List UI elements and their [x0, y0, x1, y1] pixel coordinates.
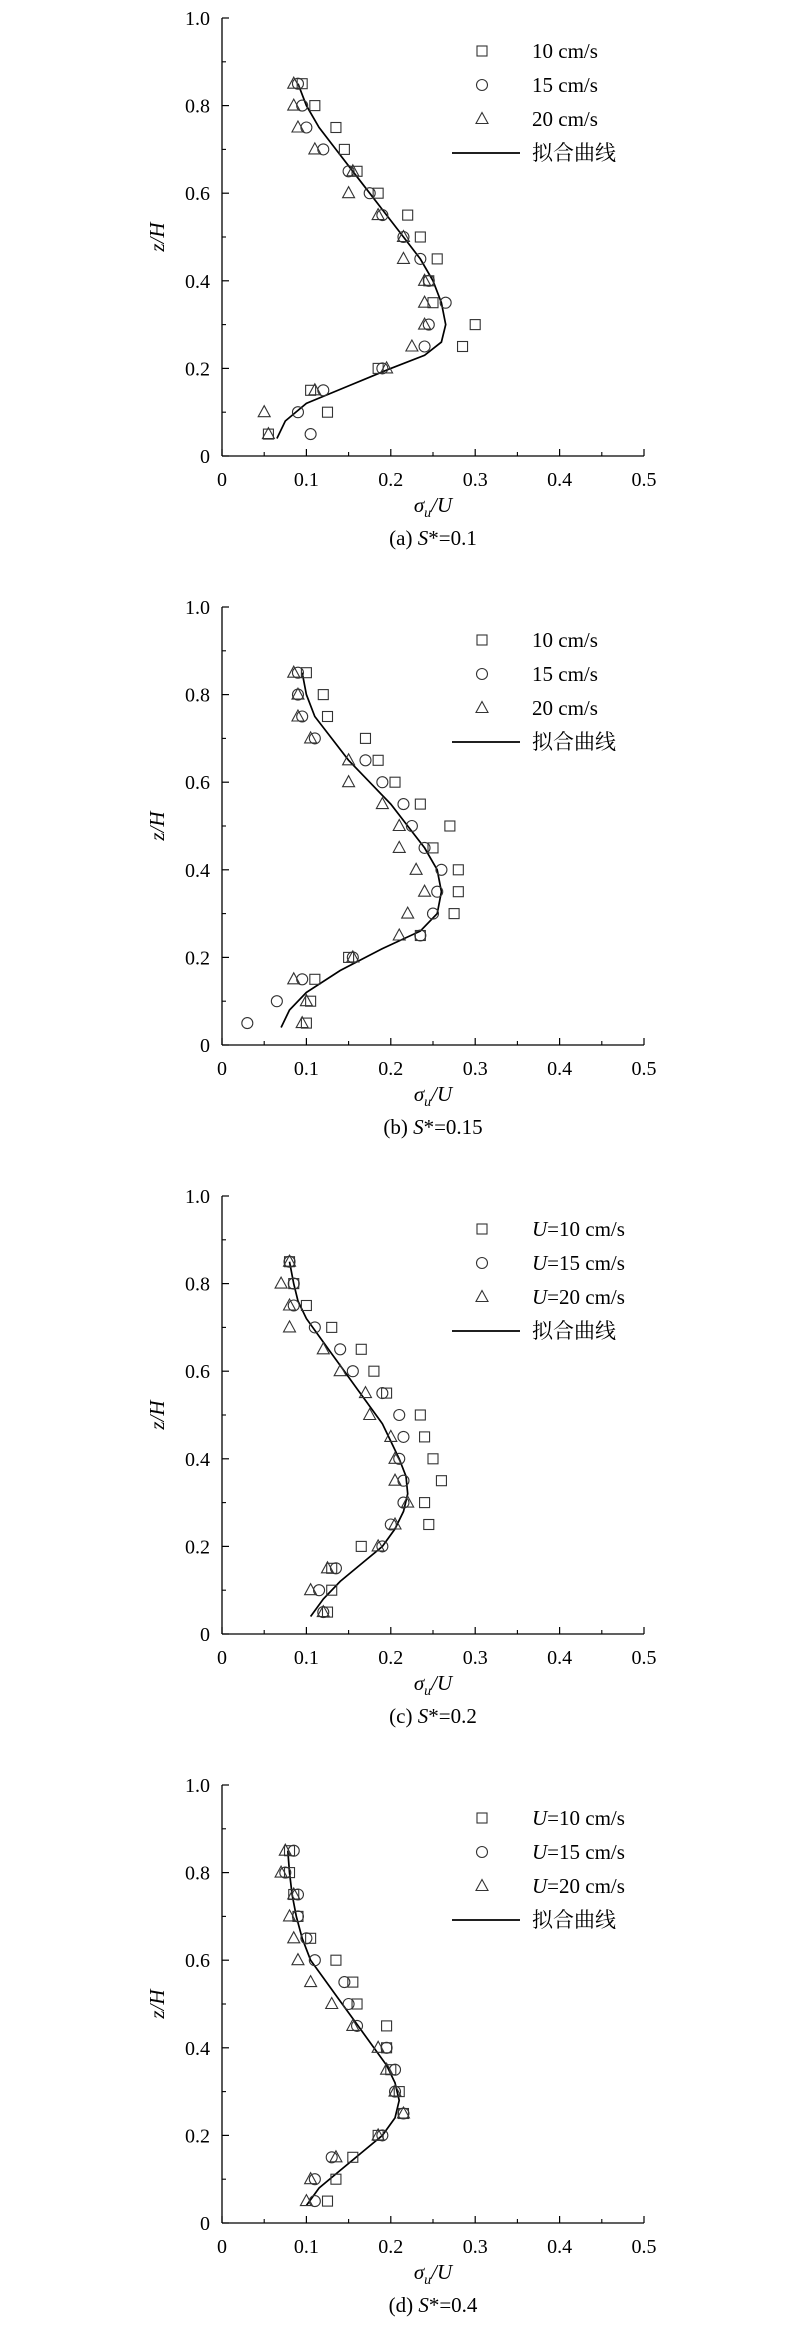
chart-panel-b	[145, 597, 657, 1139]
x-tick-label: 0.3	[462, 469, 488, 491]
series-triangle	[288, 666, 431, 1027]
data-point-circle	[419, 341, 430, 352]
data-point-triangle	[343, 187, 355, 198]
data-point-triangle	[292, 1954, 304, 1965]
data-point-square	[356, 1344, 366, 1354]
data-point-square	[373, 188, 383, 198]
legend-marker-square	[477, 1813, 487, 1823]
data-point-triangle	[410, 863, 422, 874]
x-axis-label: $\sigma_u/U$	[413, 1671, 453, 1699]
data-point-triangle	[305, 1976, 317, 1987]
data-point-circle	[292, 1889, 303, 1900]
y-tick-label: 0.6	[185, 1361, 210, 1384]
legend-label: U=20 cm/s	[532, 1874, 625, 1898]
x-tick-label: 0.3	[462, 2236, 488, 2258]
data-point-square	[390, 777, 400, 787]
x-tick-label: 0.5	[631, 1058, 657, 1080]
data-point-circle	[297, 974, 308, 985]
data-point-square	[432, 254, 442, 264]
data-point-circle	[314, 1585, 325, 1596]
data-point-square	[306, 996, 316, 1006]
y-tick-label: 1.0	[185, 1186, 210, 1208]
data-point-triangle	[364, 1409, 376, 1420]
series-triangle	[258, 77, 430, 438]
x-tick-label: 0.4	[547, 1058, 573, 1080]
data-point-triangle	[343, 776, 355, 787]
x-tick-label: 0.5	[631, 2236, 657, 2258]
data-point-square	[415, 799, 425, 809]
data-point-square	[424, 1520, 434, 1530]
x-tick-label: 0	[217, 469, 227, 491]
legend-marker-triangle	[476, 702, 488, 713]
data-point-circle	[398, 1431, 409, 1442]
legend-marker-square	[477, 46, 487, 56]
data-point-square	[403, 210, 413, 220]
legend-label: 拟合曲线	[532, 141, 616, 165]
data-point-square	[369, 1366, 379, 1376]
chart-panel-c	[145, 1186, 657, 1728]
data-point-square	[348, 1977, 358, 1987]
legend-label: U=10 cm/s	[532, 1806, 625, 1830]
x-tick-label: 0.4	[547, 1647, 573, 1669]
data-point-square	[356, 1541, 366, 1551]
y-tick-label: 0.8	[185, 1273, 210, 1296]
y-axis-label: z/H	[145, 1989, 169, 2019]
series-circle	[242, 667, 447, 1028]
data-point-triangle	[393, 841, 405, 852]
data-point-square	[360, 733, 370, 743]
legend-label: 15 cm/s	[532, 662, 598, 686]
data-point-square	[382, 2021, 392, 2031]
x-tick-label: 0.1	[293, 1058, 319, 1080]
legend-marker-circle	[477, 1258, 488, 1269]
data-point-triangle	[275, 1277, 287, 1288]
legend-marker-square	[477, 1224, 487, 1234]
data-point-triangle	[397, 252, 409, 263]
data-point-circle	[292, 407, 303, 418]
y-axis-label: z/H	[145, 1400, 169, 1430]
panel-caption: (c) S*=0.2	[389, 1704, 477, 1728]
series-square	[263, 79, 480, 439]
data-point-circle	[305, 429, 316, 440]
data-point-circle	[398, 1497, 409, 1508]
y-tick-label: 0.2	[185, 1536, 210, 1559]
data-point-square	[436, 1476, 446, 1486]
data-point-square	[449, 909, 459, 919]
data-point-circle	[309, 2196, 320, 2207]
y-tick-label: 0.2	[185, 2125, 210, 2148]
data-point-square	[331, 1955, 341, 1965]
data-point-circle	[309, 2174, 320, 2185]
x-tick-label: 0.3	[462, 1058, 488, 1080]
legend-marker-triangle	[476, 1291, 488, 1302]
data-point-circle	[394, 1410, 405, 1421]
fit-curve	[290, 1262, 408, 1617]
data-point-circle	[292, 78, 303, 89]
series-triangle	[275, 1255, 414, 1616]
data-point-triangle	[406, 340, 418, 351]
data-point-triangle	[258, 406, 270, 417]
y-tick-label: 0	[200, 446, 210, 468]
legend	[452, 39, 616, 165]
y-tick-label: 0.4	[185, 1448, 210, 1471]
legend-label: 拟合曲线	[532, 730, 616, 754]
legend-marker-triangle	[476, 113, 488, 124]
data-point-circle	[301, 122, 312, 133]
legend-label: 拟合曲线	[532, 1319, 616, 1343]
y-tick-label: 0	[200, 1035, 210, 1057]
y-tick-label: 0.4	[185, 2037, 210, 2060]
legend-marker-square	[477, 635, 487, 645]
data-point-square	[301, 1301, 311, 1311]
fit-curve	[277, 84, 446, 439]
data-point-circle	[297, 711, 308, 722]
y-axis-label: z/H	[145, 222, 169, 252]
x-tick-label: 0.4	[547, 2236, 573, 2258]
data-point-square	[415, 232, 425, 242]
y-tick-label: 0.6	[185, 183, 210, 206]
data-point-square	[310, 974, 320, 984]
data-point-circle	[390, 2064, 401, 2075]
legend-label: U=15 cm/s	[532, 1251, 625, 1275]
x-tick-label: 0.1	[293, 469, 319, 491]
data-point-square	[310, 101, 320, 111]
legend	[452, 628, 616, 754]
data-point-circle	[423, 319, 434, 330]
panel-caption: (b) S*=0.15	[383, 1115, 483, 1139]
data-point-circle	[330, 1563, 341, 1574]
x-tick-label: 0.5	[631, 1647, 657, 1669]
legend-label: 10 cm/s	[532, 628, 598, 652]
chart-panel-d	[145, 1775, 657, 2317]
legend-label: 10 cm/s	[532, 39, 598, 63]
y-tick-label: 1.0	[185, 1775, 210, 1797]
data-point-triangle	[326, 1998, 338, 2009]
data-point-circle	[335, 1344, 346, 1355]
y-tick-label: 0.2	[185, 947, 210, 970]
y-tick-label: 0	[200, 1624, 210, 1646]
x-axis-label: $\sigma_u/U$	[413, 1082, 453, 1110]
x-tick-label: 0.5	[631, 469, 657, 491]
y-tick-label: 0.8	[185, 1862, 210, 1885]
x-axis-label: $\sigma_u/U$	[413, 2260, 453, 2288]
data-point-circle	[309, 733, 320, 744]
data-point-square	[453, 887, 463, 897]
data-point-square	[323, 407, 333, 417]
data-point-triangle	[402, 907, 414, 918]
legend-label: U=20 cm/s	[532, 1285, 625, 1309]
series-square	[285, 1846, 409, 2206]
legend-marker-triangle	[476, 1880, 488, 1891]
legend-marker-circle	[477, 669, 488, 680]
data-point-circle	[271, 996, 282, 1007]
data-point-square	[318, 690, 328, 700]
data-point-circle	[347, 1366, 358, 1377]
x-tick-label: 0.1	[293, 1647, 319, 1669]
y-tick-label: 1.0	[185, 597, 210, 619]
data-point-square	[352, 1999, 362, 2009]
x-tick-label: 0	[217, 2236, 227, 2258]
y-tick-label: 0.8	[185, 95, 210, 118]
data-point-square	[339, 144, 349, 154]
data-point-triangle	[284, 1321, 296, 1332]
data-point-circle	[288, 1845, 299, 1856]
data-point-square	[331, 123, 341, 133]
data-point-square	[323, 2196, 333, 2206]
legend-label: 拟合曲线	[532, 1908, 616, 1932]
data-point-circle	[326, 2152, 337, 2163]
y-tick-label: 0.8	[185, 684, 210, 707]
data-point-square	[306, 385, 316, 395]
data-point-square	[470, 320, 480, 330]
y-tick-label: 0.6	[185, 1950, 210, 1973]
series-triangle	[275, 1844, 409, 2205]
legend-marker-circle	[477, 80, 488, 91]
legend-marker-circle	[477, 1847, 488, 1858]
data-point-square	[428, 1454, 438, 1464]
data-point-circle	[352, 2020, 363, 2031]
legend-label: 15 cm/s	[532, 73, 598, 97]
data-point-circle	[385, 1519, 396, 1530]
data-point-circle	[360, 755, 371, 766]
fit-curve	[288, 1851, 399, 2206]
x-tick-label: 0.4	[547, 469, 573, 491]
data-point-circle	[377, 1388, 388, 1399]
data-point-circle	[288, 1300, 299, 1311]
data-point-square	[428, 843, 438, 853]
data-point-square	[420, 1498, 430, 1508]
data-point-square	[415, 1410, 425, 1420]
panel-caption: (d) S*=0.4	[388, 2293, 478, 2317]
chart-panel-a	[145, 8, 657, 550]
y-axis-label: z/H	[145, 811, 169, 841]
legend-label: U=10 cm/s	[532, 1217, 625, 1241]
y-tick-label: 1.0	[185, 8, 210, 30]
y-tick-label: 0.4	[185, 270, 210, 293]
x-tick-label: 0	[217, 1647, 227, 1669]
data-point-circle	[242, 1018, 253, 1029]
data-point-circle	[381, 2042, 392, 2053]
series-square	[285, 1257, 447, 1617]
x-tick-label: 0.3	[462, 1647, 488, 1669]
data-point-triangle	[288, 1932, 300, 1943]
x-tick-label: 0.2	[378, 2236, 404, 2258]
data-point-circle	[398, 1475, 409, 1486]
y-tick-label: 0.2	[185, 358, 210, 381]
x-tick-label: 0.2	[378, 469, 404, 491]
x-tick-label: 0	[217, 1058, 227, 1080]
data-point-square	[373, 755, 383, 765]
data-point-square	[420, 1432, 430, 1442]
legend	[452, 1806, 625, 1932]
y-tick-label: 0.6	[185, 772, 210, 795]
series-square	[301, 668, 463, 1028]
y-tick-label: 0.4	[185, 859, 210, 882]
x-tick-label: 0.2	[378, 1647, 404, 1669]
data-point-square	[323, 712, 333, 722]
data-point-circle	[318, 144, 329, 155]
data-point-triangle	[419, 885, 431, 896]
data-point-square	[327, 1322, 337, 1332]
legend	[452, 1217, 625, 1343]
panel-caption: (a) S*=0.1	[389, 526, 477, 550]
data-point-circle	[318, 385, 329, 396]
data-point-square	[301, 1018, 311, 1028]
legend-label: 20 cm/s	[532, 696, 598, 720]
data-point-square	[453, 865, 463, 875]
data-point-square	[331, 2174, 341, 2184]
x-tick-label: 0.1	[293, 2236, 319, 2258]
data-point-square	[445, 821, 455, 831]
data-point-square	[458, 342, 468, 352]
legend-label: 20 cm/s	[532, 107, 598, 131]
legend-label: U=15 cm/s	[532, 1840, 625, 1864]
y-tick-label: 0	[200, 2213, 210, 2235]
data-point-circle	[377, 777, 388, 788]
data-point-circle	[398, 799, 409, 810]
x-axis-label: $\sigma_u/U$	[413, 493, 453, 521]
x-tick-label: 0.2	[378, 1058, 404, 1080]
